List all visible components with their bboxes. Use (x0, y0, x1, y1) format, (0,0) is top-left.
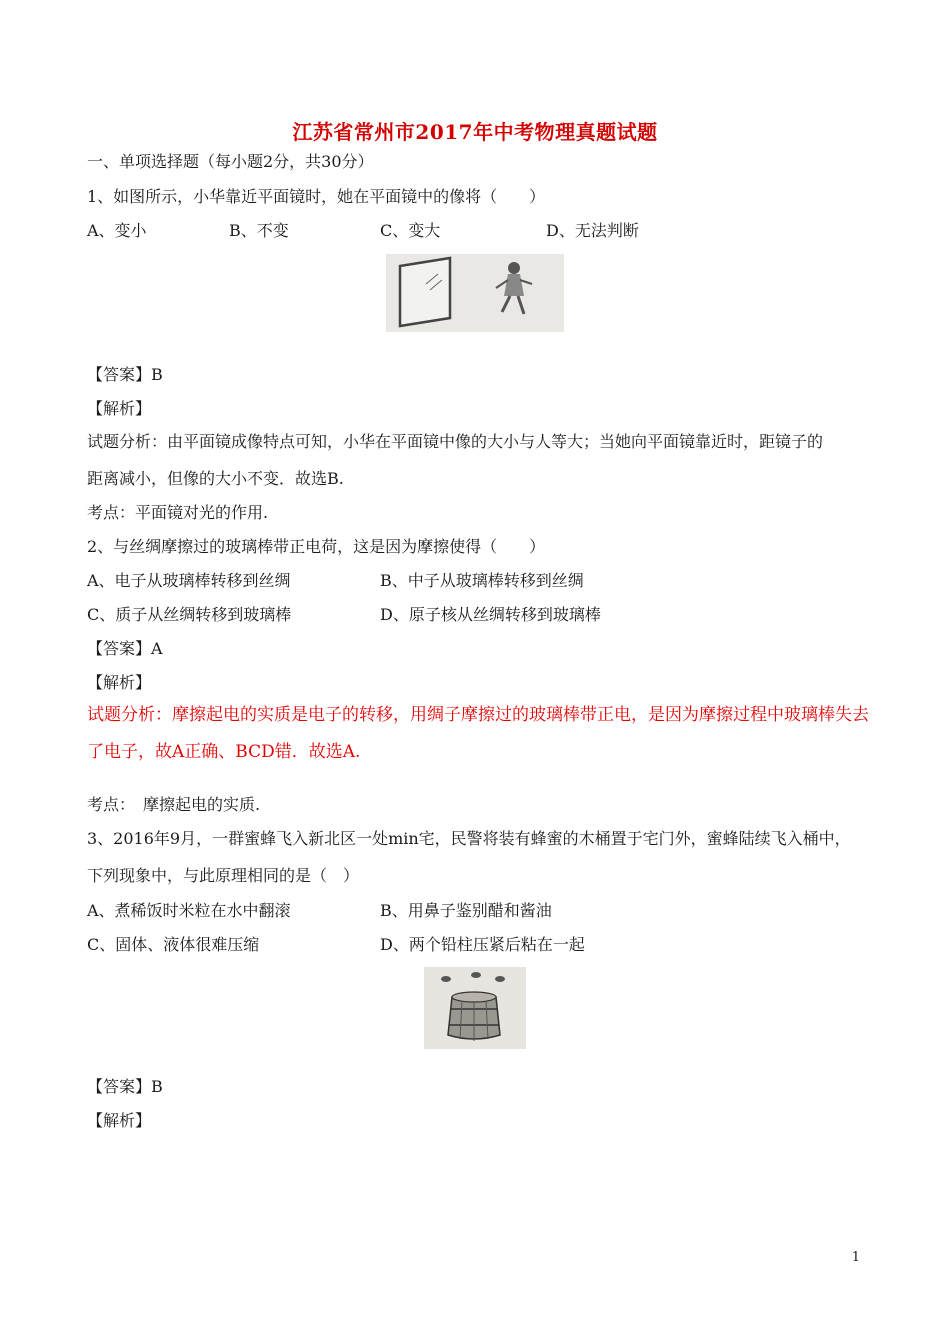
page-number: 1 (851, 1250, 860, 1265)
mirror-girl-illustration (386, 254, 564, 332)
q3-option-b: B、用鼻子鉴别醋和酱油 (380, 901, 552, 920)
mirror-girl-figure (386, 254, 564, 332)
q2-point: 考点： 摩擦起电的实质. (87, 795, 261, 814)
question-2-stem: 2、与丝绸摩擦过的玻璃棒带正电荷，这是因为摩擦使得（ ） (87, 537, 546, 556)
q1-option-b: B、不变 (229, 221, 289, 240)
q1-analysis-line2: 距离减小，但像的大小不变．故选B. (87, 469, 344, 488)
q1-option-a: A、变小 (87, 221, 147, 240)
section-heading: 一、单项选择题（每小题2分，共30分） (87, 152, 374, 171)
barrel-bees-figure (424, 967, 526, 1049)
q3-option-a: A、煮稀饭时米粒在水中翻滚 (87, 901, 291, 920)
q1-option-d: D、无法判断 (546, 221, 639, 240)
q2-option-a: A、电子从玻璃棒转移到丝绸 (87, 571, 291, 590)
q3-analysis-label: 【解析】 (87, 1111, 152, 1130)
q2-analysis-line1: 试题分析：摩擦起电的实质是电子的转移，用绸子摩擦过的玻璃棒带正电，是因为摩擦过程中玻璃棒失去 (87, 705, 869, 725)
barrel-bees-illustration (424, 967, 526, 1049)
q3-answer: 【答案】B (87, 1077, 163, 1096)
question-1-stem: 1、如图所示，小华靠近平面镜时，她在平面镜中的像将（ ） (87, 187, 546, 206)
q2-option-b: B、中子从玻璃棒转移到丝绸 (380, 571, 584, 590)
question-3-stem-line2: 下列现象中，与此原理相同的是（ ） (87, 866, 360, 885)
q3-option-c: C、固体、液体很难压缩 (87, 935, 260, 954)
q1-analysis-line1: 试题分析：由平面镜成像特点可知，小华在平面镜中像的大小与人等大；当她向平面镜靠近时，距镜子的 (87, 432, 824, 451)
question-3-stem-line1: 3、2016年9月，一群蜜蜂飞入新北区一处min宅，民警将装有蜂蜜的木桶置于宅门外，蜜蜂陆续飞入桶中， (87, 829, 851, 848)
q2-option-d: D、原子核从丝绸转移到玻璃棒 (380, 605, 601, 624)
q2-analysis-label: 【解析】 (87, 673, 152, 692)
q2-answer: 【答案】A (87, 639, 163, 658)
q1-answer: 【答案】B (87, 365, 163, 384)
q1-option-c: C、变大 (380, 221, 441, 240)
document-title: 江苏省常州市2017年中考物理真题试题 (292, 120, 658, 144)
q2-option-c: C、质子从丝绸转移到玻璃棒 (87, 605, 292, 624)
q2-analysis-line2: 了电子，故A正确、BCD错．故选A. (87, 742, 361, 762)
q1-point: 考点：平面镜对光的作用. (87, 503, 269, 522)
q3-option-d: D、两个铅柱压紧后粘在一起 (380, 935, 585, 954)
q1-analysis-label: 【解析】 (87, 399, 152, 418)
